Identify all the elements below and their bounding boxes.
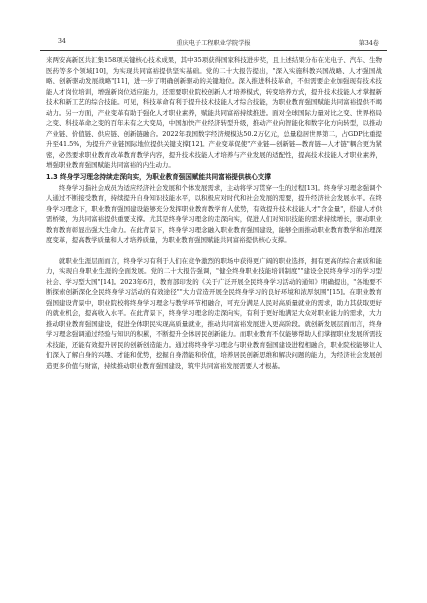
- journal-title: 重庆电子工程职业学院学报: [176, 40, 251, 47]
- paragraph-gap: [46, 246, 382, 256]
- body-paragraph: 就职业生涯层面而言，终身学习有利于人们在竞争激烈的职场中获得更广阔的职业选择，拥有更高的综合素质和能力，实现自身职业生涯的全面发展。党的二十大报告强调，"健全终身职业技能培训制度""建设全民终身学习的学习型社会、学习型大国"[14]。2023年6月，教育部印发的《关于广泛开展全民终身学习活动的通知》明确提出，"各地要不断探索创新深化全民终身学习活动的有效途径""大力营造开展全民终身学习的良好环境和浓厚氛围"[15]。在职业教育强国建设背景中，职业院校将终身学习理念与教学环节相融合，可充分满足人民对高质量就业的需求，助力其获取更好的就业机会，提高收入水平。在此背景下，终身学习理念的走深向实，有利于更好地满足大众对职业能力的需求，大力推动职业教育强国建设，促进全体职民实现高质量就业，推动共同富裕发展进入更高阶段。就创新发展层面而言，终身学习理念强调通过经验与知识的积累，不断提升全体居民创新能力。而职业教育不仅能够帮助人们掌握职业发展所需技术技能，还能有效提升居民的创新创造能力。通过将终身学习理念与职业教育强国建设进程相融合，职业院校能够让人们深入了解自身的兴趣、才能和优势，挖掘自身潜能和价值，培养居民创新思维和解决问题的能力，为经济社会发展创造更多价值与财富，持续推动职业教育强国建设，筑牢共同富裕发展需要人才根基。: [46, 256, 382, 370]
- article-body: [46, 55, 382, 371]
- running-header: [40, 38, 387, 50]
- section-heading: 1.3 终身学习理念持续走深向实，为职业教育强国赋能共同富裕提供核心支撑: [46, 172, 271, 181]
- volume-label: 第34卷: [358, 40, 379, 47]
- body-paragraph: 终身学习指社会成员为适应经济社会发展和个体发展需求，主动将学习贯穿一生的过程[13]。终身学习理念强调个人通过不断接受教育，持续提升自身知识技能水平，以积极应对时代和社会发展的需要，提升经济社会发展水平。在终身学习理念下，职业教育强国建设能够充分发挥职业教育教学育人优势，有效提升技术技能人才"含金量"，搭建人才供需桥梁，为共同富裕提供重要支撑。尤其是终身学习理念的走深向实，促进人们对知识技能的需求持续增长，驱动职业教育教育彰显出强大生命力。在此背景下，终身学习理念融入职业教育强国建设，能够全面推动职业教育教学和治理深度变革，提高教学质量和人才培养质量，为职业教育强国赋能共同富裕提供核心支撑。: [46, 183, 382, 244]
- header-rule: [40, 50, 387, 51]
- page-number: 34: [58, 38, 66, 45]
- body-paragraph: 来两安高新区共汇集158项关键核心技术成果，其中35项获得国家科技进步奖，且上述结果分布在光电子、汽车、生物医药等多个领域[10]，为实现共同富裕提供坚实基础。党的二十大报告提出，"深入实施科教兴国战略、人才强国战略、创新驱动发展战略"[11]，进一步了明确创新驱动的关键地位。深入推进科技革命，不但需要企业加强现有技术技能人才岗位培训，增强新岗位适应能力，还需要职业院校创新人才培养模式，转变培养方式，提升技术技能人才掌握新技术和新工艺的综合技能。可见，科技革命有利于提升技术技能人才综合技能，为职业教育强国赋能共同富裕提供不竭动力。另一方面，产业变革有助于强化人才职业素养，赋能共同富裕持续推进。面对全球国际力量对比之变、世界格局之变、科技革命之变的百年未有之大变局，中国加快产业经济转型升级，推动产业向智能化和数字化方向转型，以推动产业链、价值链、供应链、创新链融合。2022年我国数字经济规模达50.2万亿元，总量稳居世界第二，占GDP比重提升至41.5%，为提升产业链国际地位提供关键支撑[12]。产业变革促使"产业链—创新链—教育链—人才链"耦合更为紧密，必然要求职业教育改革教育教学内容，提升技术技能人才培养与产业发展的适配性，提高技术技能人才职业素养，增强职业教育强国赋能共同富裕的内生动力。: [46, 56, 382, 169]
